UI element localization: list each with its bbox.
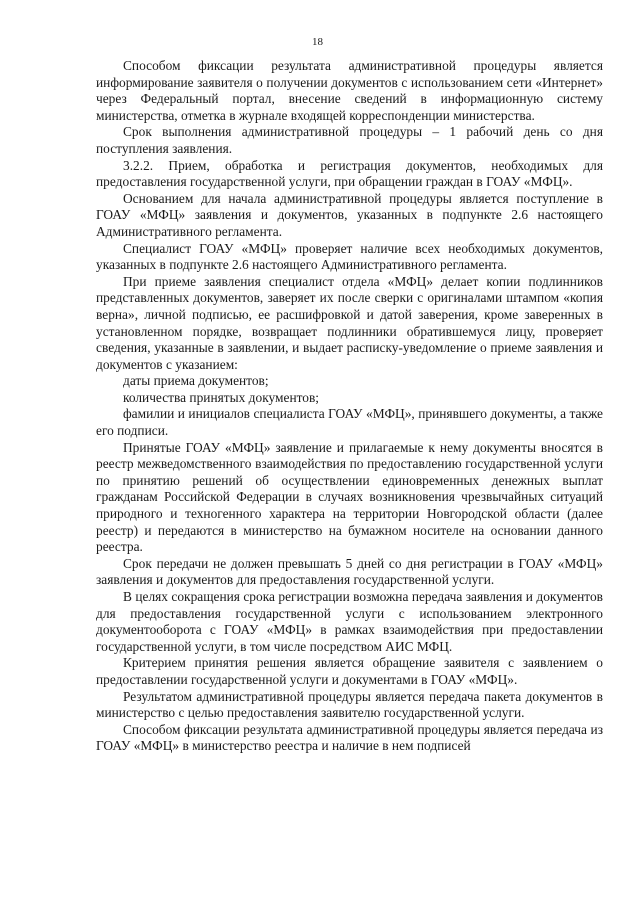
paragraph: В целях сокращения срока регистрации возможна передача заявления и документов для предоставления государственной услуги с использованием электронного документооборота с ГОАУ «МФЦ» в рамках взаимодействия при предоставлении государственной услуги, в том числе посредством АИС МФЦ. [96,589,603,654]
paragraph: Способом фиксации результата административной процедуры является информирование заявителя о получении документов с использованием сети «Интернет» через Федеральный портал, внесение сведений в информационную систему министерства, отметка в журнале входящей корреспонденции министерства. [96,58,603,123]
paragraph: Срок выполнения административной процедуры – 1 рабочий день со дня поступления заявления. [96,124,603,156]
paragraph: 3.2.2. Прием, обработка и регистрация документов, необходимых для предоставления государственной услуги, при обращении граждан в ГОАУ «МФЦ». [96,157,603,190]
list-item: фамилии и инициалов специалиста ГОАУ «МФЦ», принявшего документы, а также его подписи. [96,406,603,439]
paragraph: Специалист ГОАУ «МФЦ» проверяет наличие всех необходимых документов, указанных в подпункте 2.6 настоящего Административного регламента. [96,240,603,273]
list-item: количества принятых документов; [123,389,320,405]
page-number: 18 [312,36,323,48]
paragraph: Принятые ГОАУ «МФЦ» заявление и прилагаемые к нему документы вносятся в реестр межведомственного взаимодействия по предоставлению государственной услуги по принятию решений об осуществлении единовременных денежных выплат гражданам Российской Федерации в случаях возникновения чрезвычайных ситуаций природного и техногенного характера на территории Новгородской области (далее реестр) и передаются в министерство на бумажном носителе на основании данного реестра. [96,439,603,555]
paragraph: Основанием для начала административной процедуры является поступление в ГОАУ «МФЦ» заявления и документов, указанных в подпункте 2.6 настоящего Административного регламента. [96,190,603,239]
paragraph: Критерием принятия решения является обращение заявителя с заявлением о предоставлении государственной услуги и документами в ГОАУ «МФЦ». [96,655,603,687]
body-text [96,58,603,755]
paragraph: Результатом административной процедуры является передача пакета документов в министерство с целью предоставления заявителю государственной услуги. [96,688,603,721]
paragraph: При приеме заявления специалист отдела «МФЦ» делает копии подлинников представленных документов, заверяет их после сверки с оригиналами штампом «копия верна», личной подписью, ее расшифровкой и датой заверения, кроме заверенных в установленном порядке, возвращает подлинники обратившемуся лицу, проверяет сведения, указанные в заявлении, и выдает расписку-уведомление о приеме заявления и документов с указанием: [96,273,603,372]
list-item: даты приема документов; [123,373,269,389]
paragraph: Срок передачи не должен превышать 5 дней со дня регистрации в ГОАУ «МФЦ» заявления и документов для предоставления государственной услуги. [96,555,603,588]
paragraph: Способом фиксации результата административной процедуры является передача из ГОАУ «МФЦ» в министерство реестра и наличие в нем подписей [96,721,603,754]
